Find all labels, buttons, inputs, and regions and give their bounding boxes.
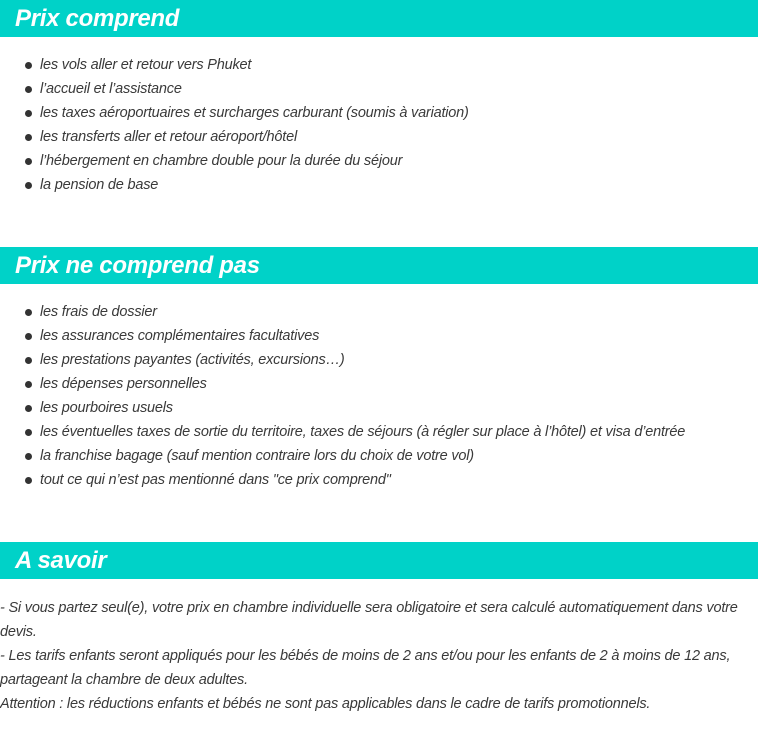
bullet-dot-icon xyxy=(25,477,32,484)
list-item xyxy=(0,77,469,101)
list-item-text: les frais de dossier xyxy=(40,304,157,320)
section-title-prix-comprend: Prix comprend xyxy=(0,0,758,37)
list-item xyxy=(0,173,469,197)
paragraph-attention: Attention : les réductions enfants et bébés ne sont pas applicables dans le cadre de tarifs promotionnels. xyxy=(0,696,651,712)
bullet-dot-icon xyxy=(25,453,32,460)
list-item xyxy=(0,53,469,77)
list-item-text: la pension de base xyxy=(40,177,159,193)
list-item xyxy=(0,396,685,420)
included-list xyxy=(0,53,469,197)
list-item xyxy=(0,348,685,372)
bullet-dot-icon xyxy=(25,62,32,69)
bullet-dot-icon xyxy=(25,405,32,412)
bullet-dot-icon xyxy=(25,134,32,141)
bullet-dot-icon xyxy=(25,182,32,189)
list-item xyxy=(0,149,469,173)
excluded-list xyxy=(0,300,685,492)
list-item xyxy=(0,468,685,492)
bullet-dot-icon xyxy=(25,110,32,117)
paragraph-child-rates: - Les tarifs enfants seront appliqués pour les bébés de moins de 2 ans et/ou pour les enfants de 2 à moins de 12 ans, partageant la chambre de deux adultes. xyxy=(0,648,731,688)
list-item-text: l’hébergement en chambre double pour la durée du séjour xyxy=(40,153,403,169)
list-item xyxy=(0,125,469,149)
bullet-dot-icon xyxy=(25,86,32,93)
list-item xyxy=(0,420,685,444)
list-item xyxy=(0,444,685,468)
list-item-text: la franchise bagage (sauf mention contraire lors du choix de votre vol) xyxy=(40,448,474,464)
list-item-text: les transferts aller et retour aéroport/hôtel xyxy=(40,129,297,145)
bullet-dot-icon xyxy=(25,357,32,364)
list-item xyxy=(0,372,685,396)
section-title-a-savoir: A savoir xyxy=(0,542,758,579)
section-title-prix-ne-comprend-pas: Prix ne comprend pas xyxy=(0,247,758,284)
list-item-text: les prestations payantes (activités, excursions…) xyxy=(40,352,345,368)
bullet-dot-icon xyxy=(25,429,32,436)
list-item-text: les vols aller et retour vers Phuket xyxy=(40,57,252,73)
list-item xyxy=(0,101,469,125)
list-item-text: les taxes aéroportuaires et surcharges carburant (soumis à variation) xyxy=(40,105,469,121)
list-item-text: l’accueil et l’assistance xyxy=(40,81,182,97)
list-item xyxy=(0,324,685,348)
bullet-dot-icon xyxy=(25,158,32,165)
list-item-text: les éventuelles taxes de sortie du territoire, taxes de séjours (à régler sur place à l’hôtel) et visa d’entrée xyxy=(40,424,686,440)
a-savoir-text xyxy=(0,596,752,716)
bullet-dot-icon xyxy=(25,333,32,340)
list-item-text: les dépenses personnelles xyxy=(40,376,207,392)
bullet-dot-icon xyxy=(25,309,32,316)
list-item-text: tout ce qui n’est pas mentionné dans "ce prix comprend" xyxy=(40,472,391,488)
list-item-text: les pourboires usuels xyxy=(40,400,173,416)
list-item-text: les assurances complémentaires facultatives xyxy=(40,328,320,344)
paragraph-single-traveller: - Si vous partez seul(e), votre prix en chambre individuelle sera obligatoire et sera calculé automatiquement dans votre devis. xyxy=(0,600,738,640)
list-item xyxy=(0,300,685,324)
bullet-dot-icon xyxy=(25,381,32,388)
